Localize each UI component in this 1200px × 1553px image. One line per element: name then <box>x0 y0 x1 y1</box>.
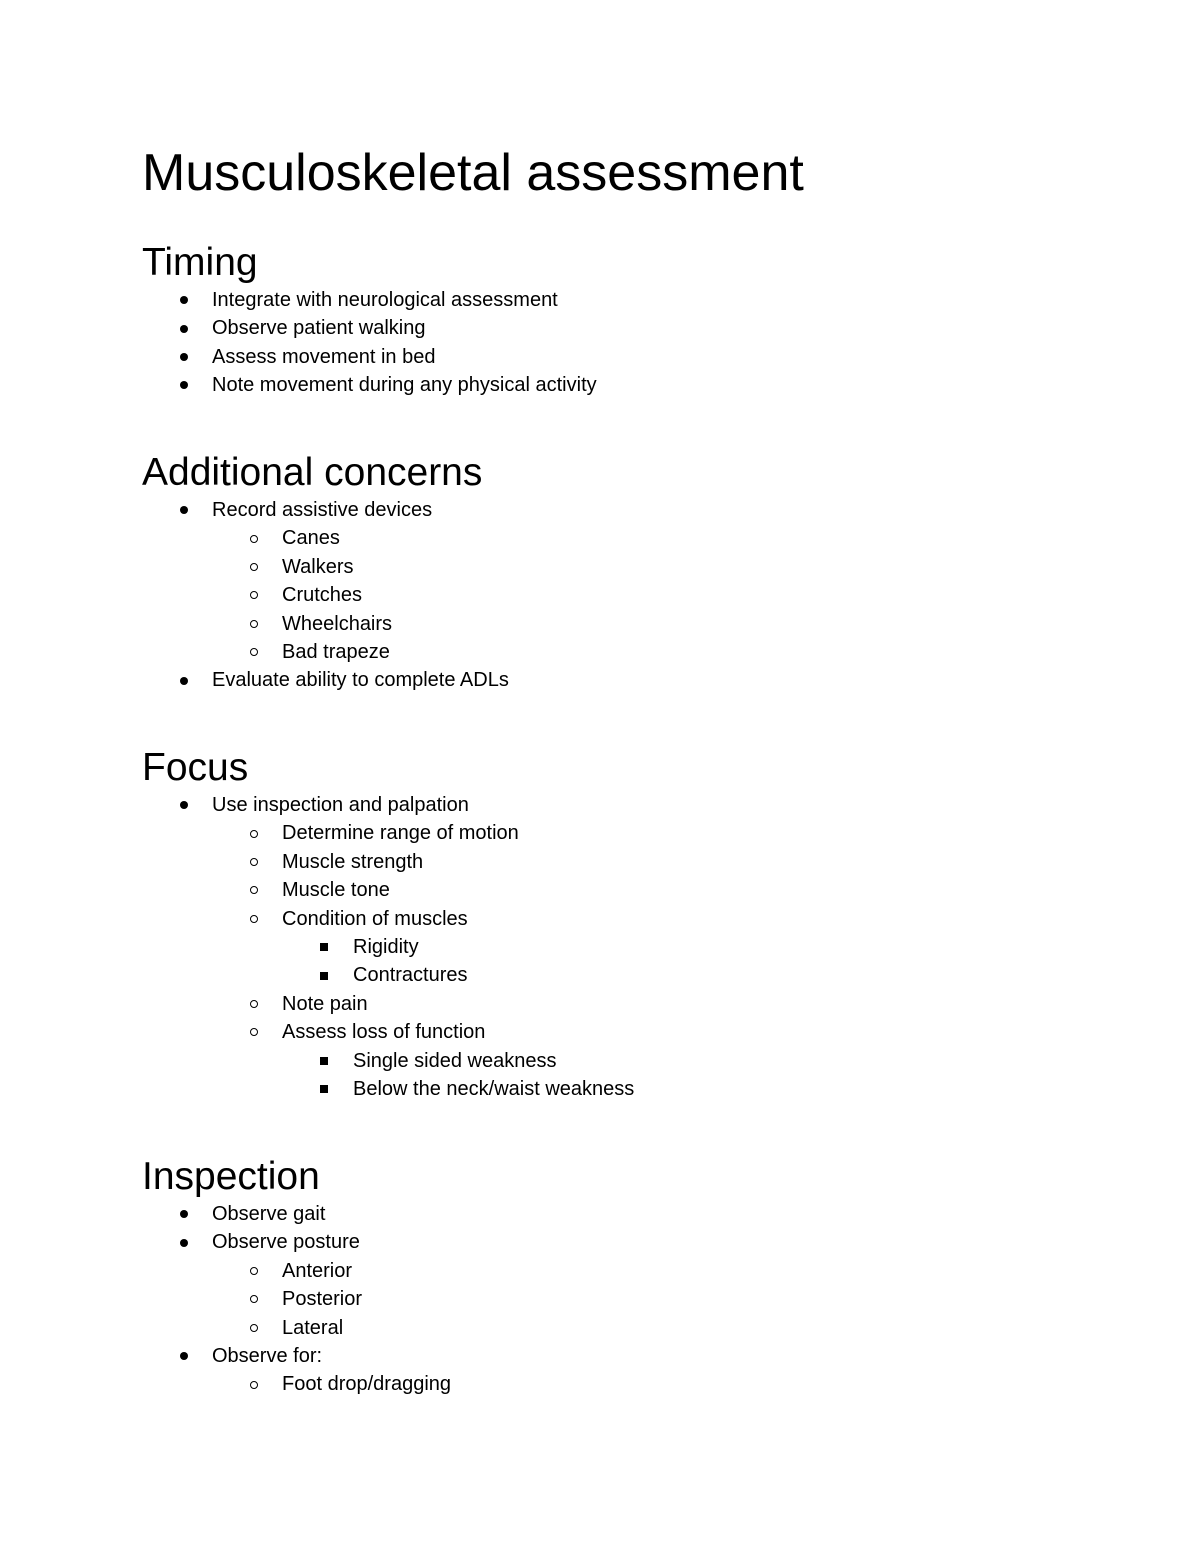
section-heading: Additional concerns <box>142 451 483 494</box>
hollow-circle-bullet-icon <box>250 620 258 628</box>
list-item-text: Anterior <box>282 1259 353 1282</box>
list-item-text: Crutches <box>282 584 363 607</box>
list-item-text: Use inspection and palpation <box>212 794 469 816</box>
square-bullet-icon <box>320 972 328 980</box>
list-item-text: Observe patient walking <box>212 317 426 340</box>
list-item <box>142 1075 1102 1103</box>
list-item <box>142 1200 1102 1228</box>
list-item-text: Record assistive devices <box>212 499 433 521</box>
list-item <box>142 1257 1102 1285</box>
list-item <box>142 791 1102 819</box>
list-item-text: Posterior <box>282 1288 363 1311</box>
list-item <box>142 876 1102 904</box>
list-item <box>142 286 1102 314</box>
hollow-circle-bullet-icon <box>250 1381 258 1389</box>
list-item <box>142 819 1102 847</box>
bullet-list <box>142 1200 1102 1399</box>
list-item-text: Lateral <box>282 1316 344 1339</box>
list-item <box>142 1285 1102 1313</box>
hollow-circle-bullet-icon <box>250 591 258 599</box>
list-item <box>142 553 1102 581</box>
section-heading: Inspection <box>142 1155 320 1198</box>
hollow-circle-bullet-icon <box>250 915 258 923</box>
filled-circle-bullet-icon <box>180 325 188 333</box>
section-additional-concerns <box>142 450 1102 695</box>
list-item-text: Observe for: <box>212 1344 323 1367</box>
list-item-text: Observe gait <box>212 1203 326 1225</box>
hollow-circle-bullet-icon <box>250 1267 258 1275</box>
hollow-circle-bullet-icon <box>250 1028 258 1036</box>
bullet-list <box>142 286 1102 400</box>
hollow-circle-bullet-icon <box>250 1000 258 1008</box>
list-item <box>142 1370 1102 1398</box>
list-item <box>142 314 1102 342</box>
list-item <box>142 1314 1102 1342</box>
list-item-text: Note pain <box>282 992 368 1015</box>
list-item <box>142 610 1102 638</box>
list-item-text: Canes <box>282 527 340 550</box>
list-item-text: Integrate with neurological assessment <box>212 289 558 311</box>
section-heading: Focus <box>142 746 249 789</box>
square-bullet-icon <box>320 1085 328 1093</box>
list-item-text: Single sided weakness <box>353 1049 557 1072</box>
hollow-circle-bullet-icon <box>250 1324 258 1332</box>
section-heading: Timing <box>142 241 258 284</box>
hollow-circle-bullet-icon <box>250 886 258 894</box>
filled-circle-bullet-icon <box>180 677 188 685</box>
list-item <box>142 524 1102 552</box>
list-item <box>142 1018 1102 1046</box>
filled-circle-bullet-icon <box>180 353 188 361</box>
list-item-text: Note movement during any physical activity <box>212 374 597 397</box>
list-item-text: Wheelchairs <box>282 612 393 635</box>
list-item <box>142 990 1102 1018</box>
filled-circle-bullet-icon <box>180 1210 188 1218</box>
list-item <box>142 1047 1102 1075</box>
list-item <box>142 343 1102 371</box>
section-focus <box>142 745 1102 1103</box>
list-item <box>142 371 1102 399</box>
list-item-text: Assess loss of function <box>282 1021 486 1044</box>
list-item-text: Assess movement in bed <box>212 345 436 368</box>
list-item-text: Walkers <box>282 555 354 578</box>
list-item-text: Foot drop/dragging <box>282 1373 452 1396</box>
document-title: Musculoskeletal assessment <box>142 144 804 202</box>
square-bullet-icon <box>320 1057 328 1065</box>
bullet-list <box>142 791 1102 1103</box>
section-timing <box>142 240 1102 400</box>
hollow-circle-bullet-icon <box>250 535 258 543</box>
list-item-text: Rigidity <box>353 935 419 958</box>
list-item-text: Determine range of motion <box>282 822 519 845</box>
list-item <box>142 638 1102 666</box>
filled-circle-bullet-icon <box>180 381 188 389</box>
hollow-circle-bullet-icon <box>250 830 258 838</box>
list-item <box>142 1228 1102 1256</box>
filled-circle-bullet-icon <box>180 1239 188 1247</box>
filled-circle-bullet-icon <box>180 801 188 809</box>
list-item <box>142 848 1102 876</box>
list-item-text: Muscle tone <box>282 879 390 902</box>
hollow-circle-bullet-icon <box>250 858 258 866</box>
list-item <box>142 496 1102 524</box>
list-item-text: Condition of muscles <box>282 907 468 930</box>
list-item <box>142 905 1102 933</box>
list-item <box>142 1342 1102 1370</box>
list-item-text: Evaluate ability to complete ADLs <box>212 669 509 692</box>
list-item-text: Bad trapeze <box>282 640 390 663</box>
hollow-circle-bullet-icon <box>250 648 258 656</box>
hollow-circle-bullet-icon <box>250 1295 258 1303</box>
list-item-text: Observe posture <box>212 1231 360 1254</box>
list-item-text: Below the neck/waist weakness <box>353 1077 635 1100</box>
list-item-text: Contractures <box>353 964 468 987</box>
list-item <box>142 933 1102 961</box>
list-item <box>142 666 1102 694</box>
filled-circle-bullet-icon <box>180 506 188 514</box>
list-item <box>142 581 1102 609</box>
hollow-circle-bullet-icon <box>250 563 258 571</box>
square-bullet-icon <box>320 943 328 951</box>
bullet-list <box>142 496 1102 695</box>
list-item <box>142 961 1102 989</box>
filled-circle-bullet-icon <box>180 296 188 304</box>
filled-circle-bullet-icon <box>180 1352 188 1360</box>
section-inspection <box>142 1154 1102 1399</box>
list-item-text: Muscle strength <box>282 850 424 873</box>
